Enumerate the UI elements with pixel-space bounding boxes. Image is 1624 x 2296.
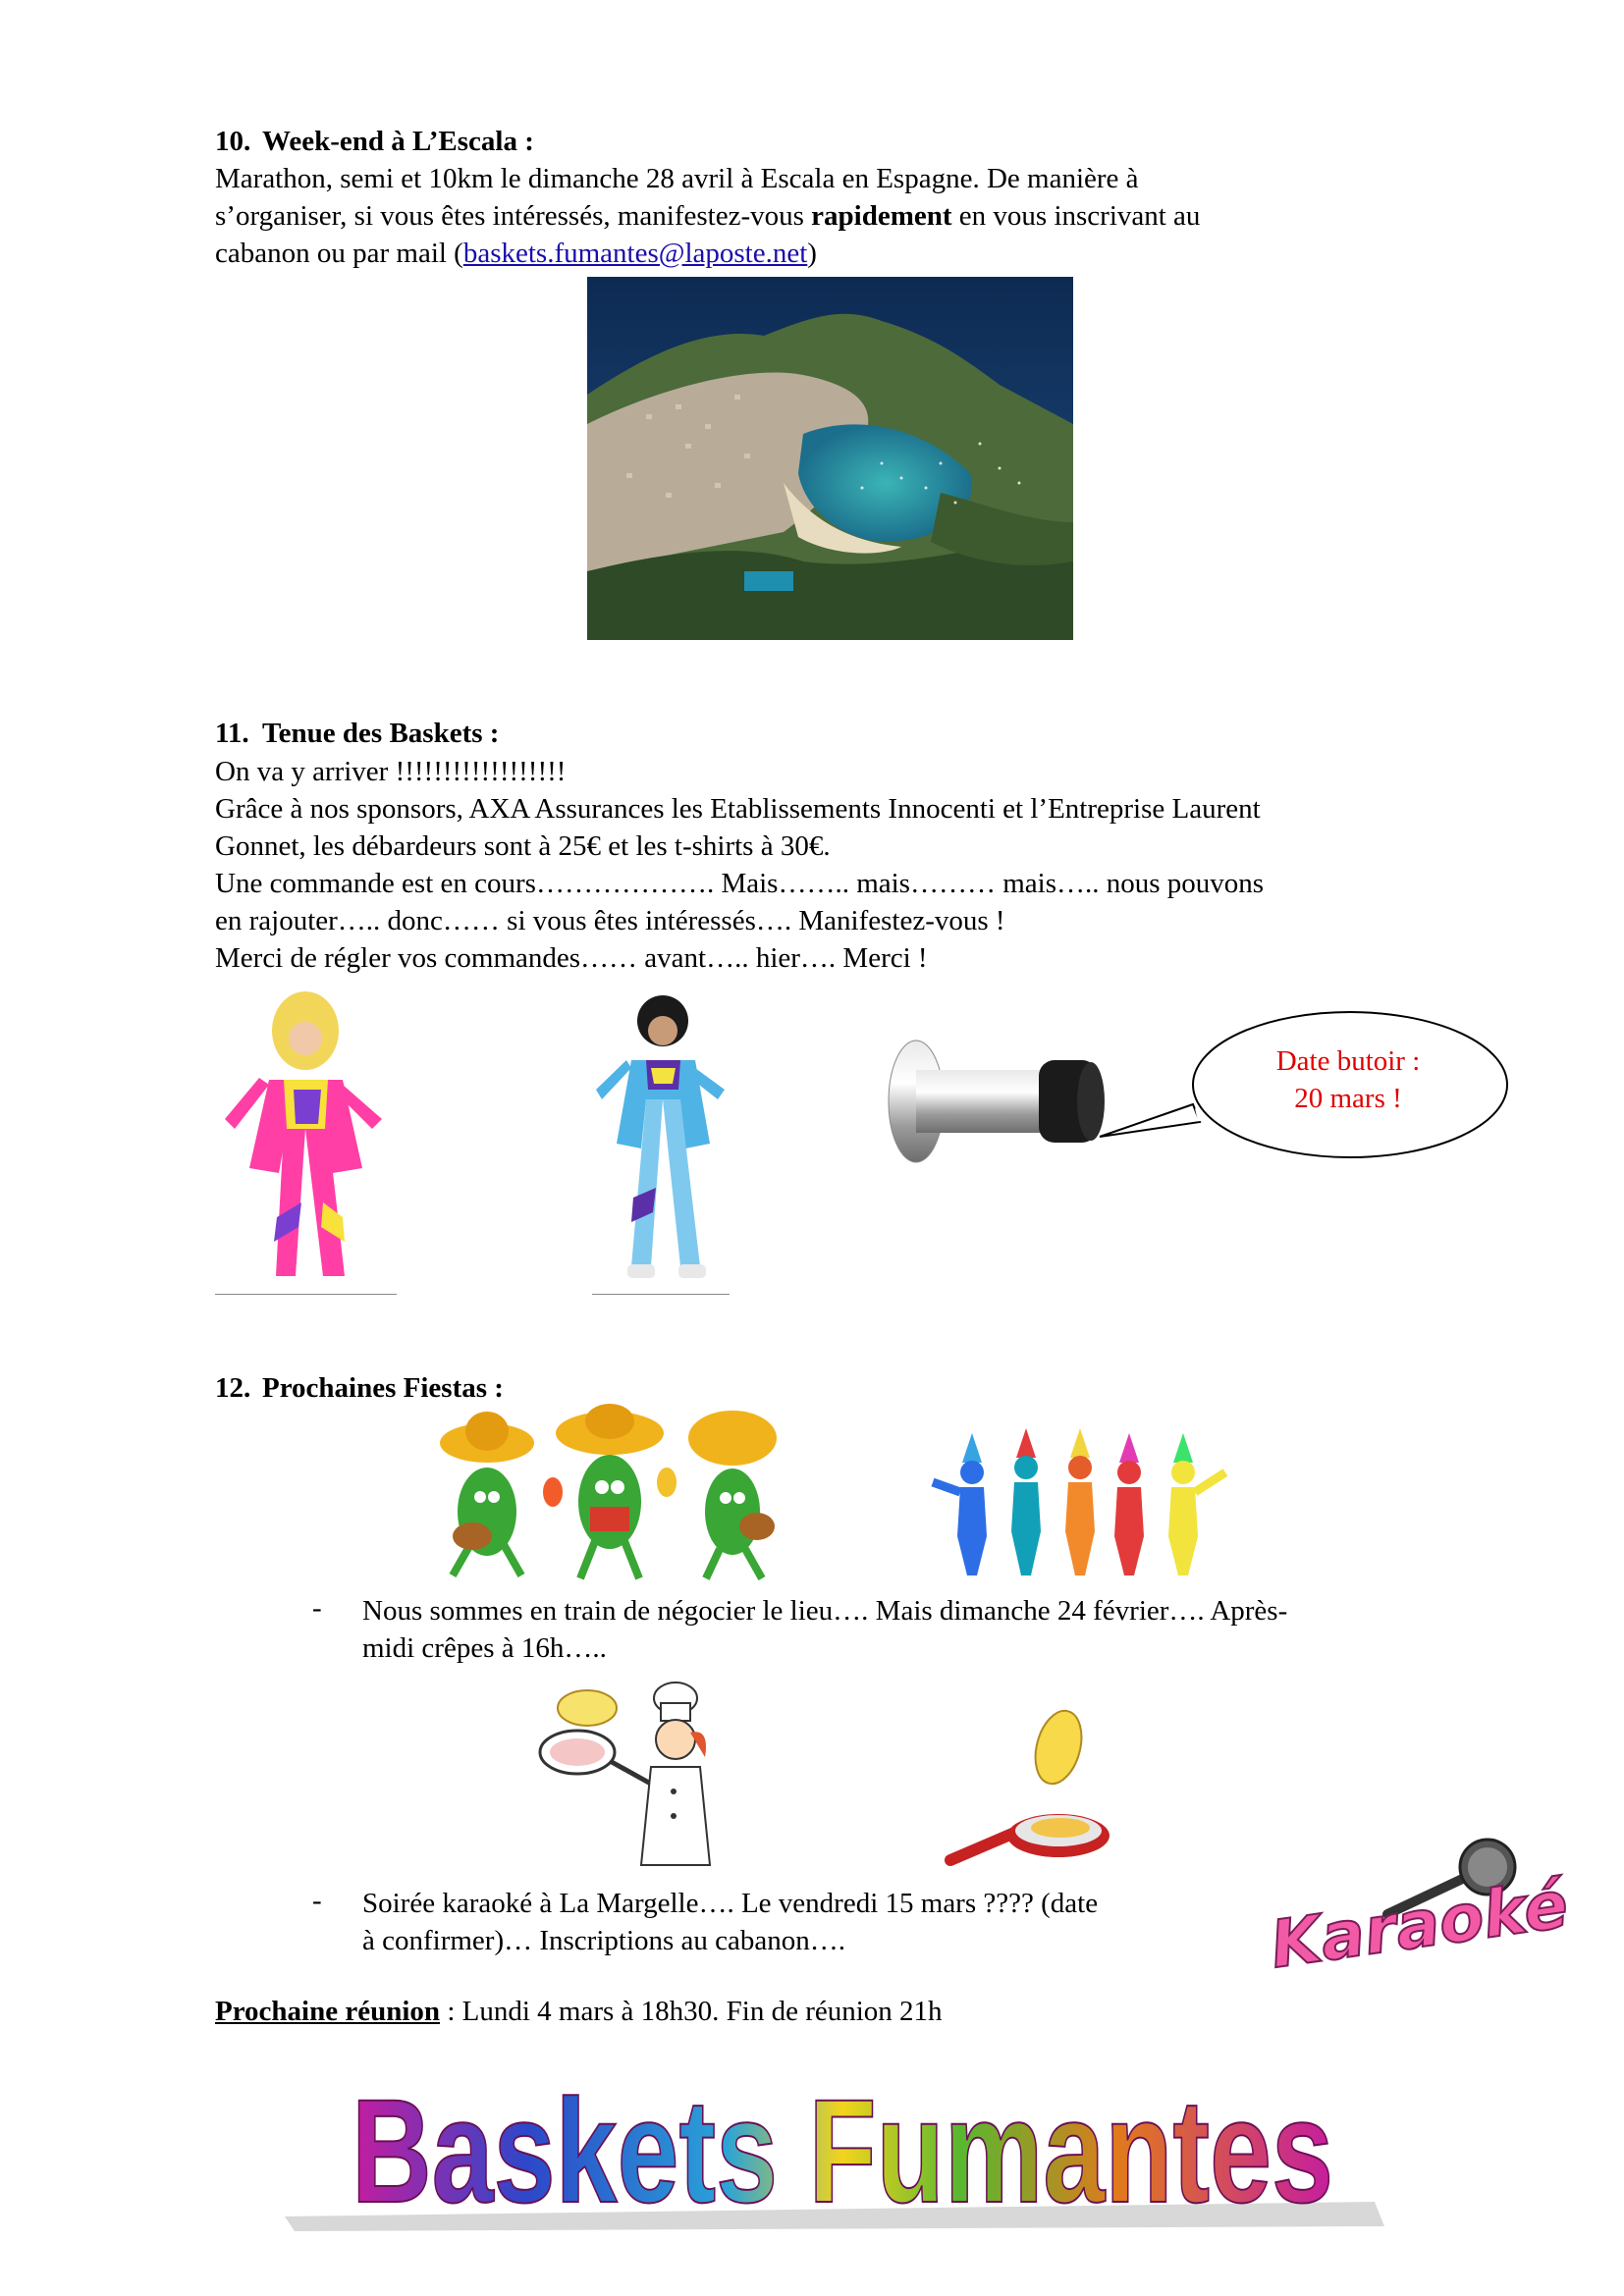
- next-meeting-line: [215, 1993, 943, 2030]
- section-11-line-1: On va y arriver !!!!!!!!!!!!!!!!!!: [215, 756, 567, 787]
- section-11-number: 11.: [215, 718, 249, 749]
- line-2-end: en vous inscrivant au: [951, 200, 1201, 232]
- pink-figure-rule: [215, 1294, 397, 1295]
- mexican-peppers-clipart: [433, 1404, 791, 1585]
- bullet-2-text: [362, 1885, 1098, 1959]
- pink-tracksuit-figure: [215, 982, 397, 1294]
- karaoke-logo: [1260, 1836, 1573, 1984]
- section-11-body: [215, 753, 1264, 977]
- section-11-line-5: en rajouter….. donc…… si vous êtes intéressés…. Manifestez-vous !: [215, 905, 1005, 936]
- section-12-number: 12.: [215, 1372, 251, 1404]
- blue-tracksuit-figure: [592, 982, 730, 1294]
- section-10-line-3: [215, 235, 1200, 272]
- section-11-heading: [215, 718, 499, 750]
- section-10-line-2: [215, 197, 1200, 235]
- section-10-title: Week-end à L’Escala :: [262, 126, 534, 157]
- section-12-title: Prochaines Fiestas :: [262, 1372, 504, 1404]
- bullet-2-marker: -: [312, 1885, 322, 1916]
- blue-figure-rule: [592, 1294, 730, 1295]
- section-10-number: 10.: [215, 126, 251, 157]
- section-12-heading: [215, 1372, 504, 1405]
- section-10-heading: [215, 126, 534, 158]
- escala-aerial-photo: [587, 277, 1073, 640]
- chef-crepe-clipart: [538, 1679, 734, 1875]
- party-people-clipart: [933, 1428, 1227, 1585]
- section-10-line-1: Marathon, semi et 10km le dimanche 28 avril à Escala en Espagne. De manière à: [215, 163, 1139, 194]
- section-11-line-4: Une commande est en cours………………. Mais…….. mais……… mais….. nous pouvons: [215, 868, 1265, 899]
- line-2-text: s’organiser, si vous êtes intéressés, manifestez-vous: [215, 200, 812, 232]
- email-link[interactable]: baskets.fumantes@laposte.net: [462, 238, 808, 269]
- door-stopper-image: [877, 1036, 1112, 1168]
- next-meeting-text: : Lundi 4 mars à 18h30. Fin de réunion 21h: [440, 1996, 943, 2027]
- section-11-line-3: Gonnet, les débardeurs sont à 25€ et les t-shirts à 30€.: [215, 830, 831, 862]
- section-11-title: Tenue des Baskets :: [262, 718, 500, 749]
- bullet-1-line-2: midi crêpes à 16h…..: [362, 1632, 607, 1664]
- bullet-2-line-2: à confirmer)… Inscriptions au cabanon….: [362, 1925, 846, 1956]
- bullet-1-text: [362, 1592, 1287, 1667]
- line-3-end: ): [807, 238, 817, 269]
- bullet-1-line-1: Nous sommes en train de négocier le lieu…. Mais dimanche 24 février…. Après-: [362, 1595, 1288, 1627]
- bullet-2-line-1: Soirée karaoké à La Margelle…. Le vendredi 15 mars ???? (date: [362, 1888, 1099, 1919]
- deadline-bubble-line-1: Date butoir :: [1275, 1045, 1421, 1077]
- section-11-line-2: Grâce à nos sponsors, AXA Assurances les Etablissements Innocenti et l’Entreprise Laurent: [215, 793, 1261, 825]
- footer-logo-text: Baskets Fumantes: [352, 2068, 1333, 2233]
- crepe-pan-clipart: [931, 1703, 1117, 1875]
- karaoke-logo-text: Karaoké: [1266, 1866, 1573, 1984]
- section-11-line-6: Merci de régler vos commandes…… avant….. hier…. Merci !: [215, 942, 928, 974]
- baskets-fumantes-logo: [285, 2069, 1389, 2231]
- bullet-1-marker: -: [312, 1592, 322, 1624]
- next-meeting-label: Prochaine réunion: [215, 1996, 441, 2027]
- section-10-body: [215, 160, 1200, 272]
- rapidement-bold: rapidement: [811, 200, 952, 232]
- deadline-bubble-line-2: 20 mars !: [1294, 1083, 1402, 1114]
- line-3-text: cabanon ou par mail (: [215, 238, 463, 269]
